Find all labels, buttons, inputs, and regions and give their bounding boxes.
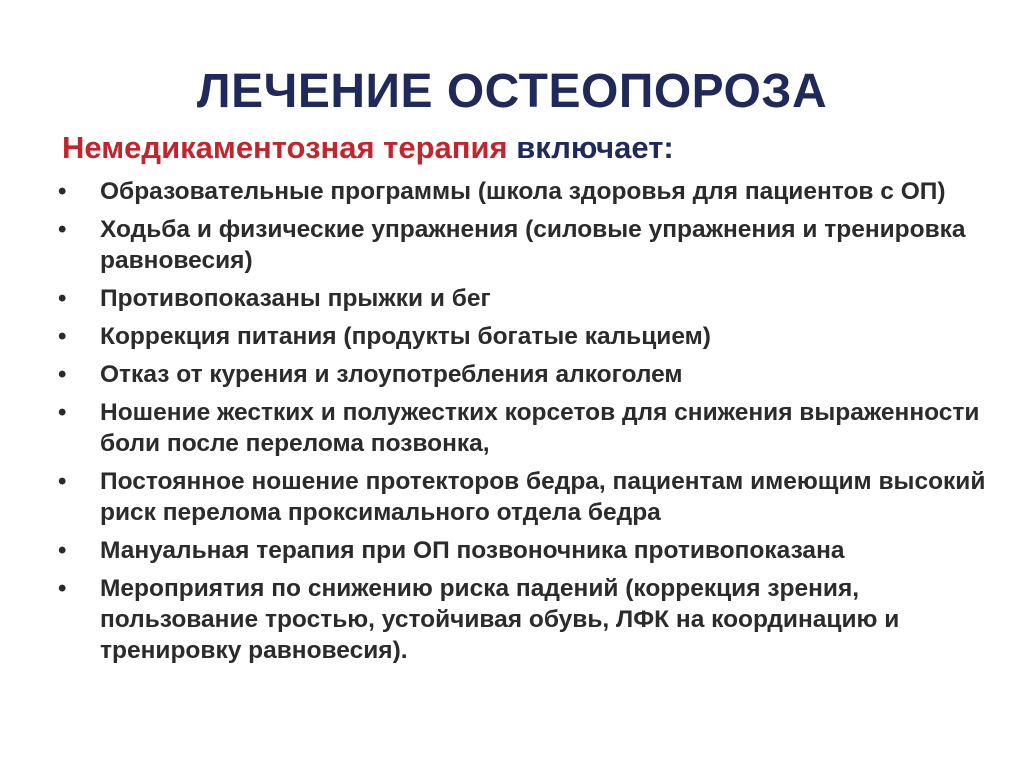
slide-title: ЛЕЧЕНИЕ ОСТЕОПОРОЗА xyxy=(196,65,828,118)
bullet-text: Коррекция питания (продукты богатые кальцием) xyxy=(100,323,711,350)
bullet-list xyxy=(58,176,998,673)
bullet-text: Отказ от курения и злоупотребления алкоголем xyxy=(100,361,683,388)
bullet-text: Мануальная терапия при ОП позвоночника противопоказана xyxy=(100,537,845,564)
bullet-icon: • xyxy=(58,178,67,205)
bullet-item xyxy=(58,397,998,459)
bullet-text: Образовательные программы (школа здоровья для пациентов с ОП) xyxy=(100,178,946,205)
bullet-icon: • xyxy=(58,323,67,350)
bullet-icon: • xyxy=(58,468,67,495)
bullet-icon: • xyxy=(58,216,67,243)
bullet-item xyxy=(58,359,998,390)
subtitle-rest-text: включает: xyxy=(507,130,674,165)
bullet-item xyxy=(58,176,998,207)
bullet-icon: • xyxy=(58,399,67,426)
bullet-text: Ношение жестких и полужестких корсетов для снижения выраженности боли после перелома позвонка, xyxy=(100,399,980,457)
bullet-text: Мероприятия по снижению риска падений (коррекция зрения, пользование тростью, устойчивая обувь, ЛФК на координацию и тренировку равновесия). xyxy=(100,575,900,664)
bullet-item xyxy=(58,573,998,666)
bullet-icon: • xyxy=(58,285,67,312)
bullet-item xyxy=(58,214,998,276)
bullet-item xyxy=(58,466,998,528)
bullet-icon: • xyxy=(58,361,67,388)
bullet-icon: • xyxy=(58,575,67,602)
bullet-text: Постоянное ношение протекторов бедра, пациентам имеющим высокий риск перелома проксимального отдела бедра xyxy=(100,468,986,526)
slide-subtitle xyxy=(62,127,674,169)
bullet-item xyxy=(58,321,998,352)
bullet-icon: • xyxy=(58,537,67,564)
bullet-item xyxy=(58,535,998,566)
bullet-item xyxy=(58,283,998,314)
bullet-text: Ходьба и физические упражнения (силовые упражнения и тренировка равновесия) xyxy=(100,216,966,274)
subtitle-accent-text: Немедикаментозная терапия xyxy=(62,130,508,165)
bullet-text: Противопоказаны прыжки и бег xyxy=(100,285,491,312)
